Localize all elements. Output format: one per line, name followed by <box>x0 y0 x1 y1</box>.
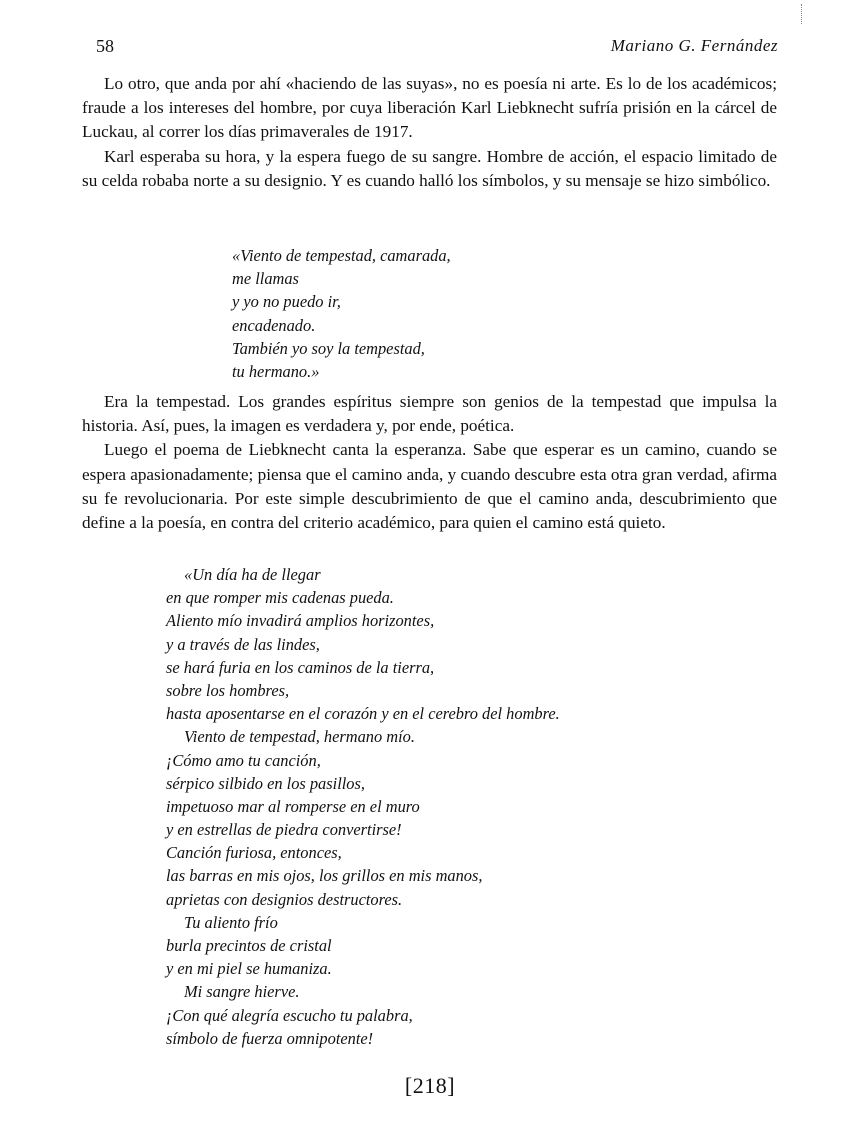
poem-excerpt-2 <box>166 563 560 1050</box>
verse-line: en que romper mis cadenas pueda. <box>166 588 394 608</box>
verse-line: Viento de tempestad, hermano mío. <box>184 727 415 747</box>
verse-line: encadenado. <box>232 315 316 335</box>
sheet-number: [218] <box>404 1073 456 1098</box>
verse-line: «Viento de tempestad, camarada, <box>232 246 451 265</box>
verse-line: impetuoso mar al romperse en el muro <box>166 796 420 816</box>
page-number: 58 <box>96 36 114 56</box>
verse-line: burla precintos de cristal <box>166 936 332 955</box>
verse-line: También yo soy la tempestad, <box>232 338 425 358</box>
verse-line: sérpico silbido en los pasillos, <box>166 773 365 793</box>
poem-excerpt-1 <box>232 244 451 383</box>
verse-line: se hará furia en los caminos de la tierra, <box>166 657 435 677</box>
verse-line: aprietas con designios destructores. <box>166 889 403 909</box>
paragraph: Luego el poema de Liebknecht canta la esperanza. Sabe que esperar es un camino, cuando se espera apasionadamente; piensa que el camino anda, y cuando descubre esta otra gran verdad, afirma su fe revolucionaria. Por este simple descubrimiento de que el camino anda, descubrimiento que define a la poesía, en contra del criterio académico, para quien el camino está quieto. <box>82 440 777 533</box>
verse-line: hasta aposentarse en el corazón y en el cerebro del hombre. <box>166 704 560 724</box>
verse-line: sobre los hombres, <box>166 680 290 700</box>
verse-line: y yo no puedo ir, <box>232 292 341 312</box>
verse-line: las barras en mis ojos, los grillos en mis manos, <box>166 866 483 886</box>
verse-line: ¡Con qué alegría escucho tu palabra, <box>166 1005 413 1025</box>
verse-line: Tu aliento frío <box>184 912 278 932</box>
verse-line: y en estrellas de piedra convertirse! <box>166 820 402 840</box>
verse-line: Mi sangre hierve. <box>184 982 300 1002</box>
verse-line: Aliento mío invadirá amplios horizontes, <box>166 611 435 631</box>
running-head-author: Mariano G. Fernández <box>610 36 778 55</box>
prose-block-middle <box>82 390 777 535</box>
verse-line: me llamas <box>232 269 299 289</box>
paragraph: Lo otro, que anda por ahí «haciendo de las suyas», no es poesía ni arte. Es lo de los académicos; fraude a los intereses del hombre, por cuya liberación Karl Liebknecht sufría prisión en la cárcel de Luckau, al correr los días primaverales de 1917. <box>82 74 777 142</box>
verse-line: símbolo de fuerza omnipotente! <box>166 1028 374 1048</box>
verse-line: ¡Cómo amo tu canción, <box>166 750 321 770</box>
prose-block-top <box>82 72 777 193</box>
verse-line: Canción furiosa, entonces, <box>166 843 342 863</box>
verse-line: y en mi piel se humaniza. <box>166 959 332 979</box>
verse-line: tu hermano.» <box>232 361 320 381</box>
paragraph: Karl esperaba su hora, y la espera fuego de su sangre. Hombre de acción, el espacio limitado de su celda robaba norte a su designio. Y es cuando halló los símbolos, y su mensaje se hizo simbólico. <box>82 146 777 190</box>
page-header <box>96 36 778 60</box>
verse-line: «Un día ha de llegar <box>184 565 321 584</box>
scan-edge-mark <box>801 4 803 24</box>
verse-line: y a través de las lindes, <box>166 634 320 654</box>
paragraph: Era la tempestad. Los grandes espíritus siempre son genios de la tempestad que impulsa la historia. Así, pues, la imagen es verdadera y, por ende, poética. <box>82 392 777 436</box>
